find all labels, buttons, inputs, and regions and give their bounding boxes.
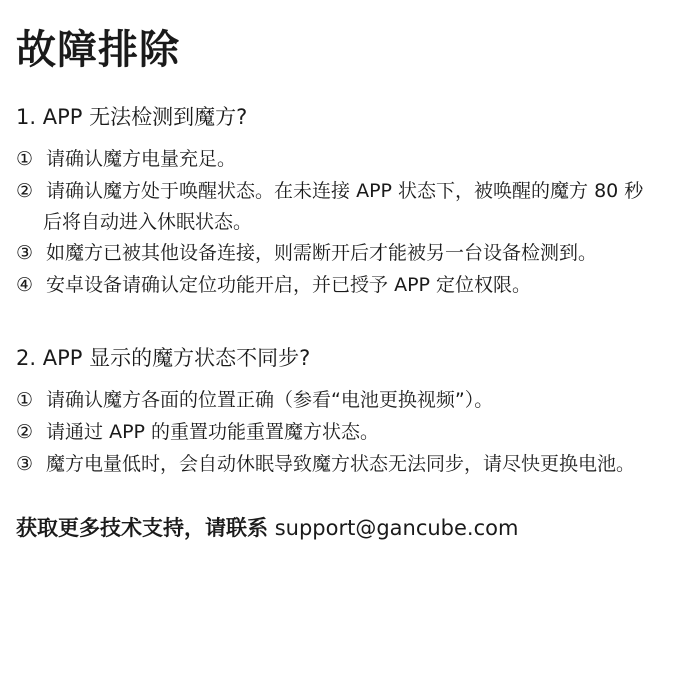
list-item [16,176,692,207]
item-number: ③ [16,242,34,264]
support-email: support@gancube.com [274,516,519,540]
item-text: 安卓设备请确认定位功能开启，并已授予 APP 定位权限。 [46,274,532,296]
item-number: ① [16,389,34,411]
list-item [16,385,692,416]
item-text: 请确认魔方处于唤醒状态。在未连接 APP 状态下，被唤醒的魔方 80 秒 [46,180,644,202]
list-item [16,238,692,269]
list-item-continuation [16,207,692,238]
item-number: ③ [16,453,34,475]
item-text: 魔方电量低时，会自动休眠导致魔方状态无法同步，请尽快更换电池。 [46,453,636,475]
item-number: ② [16,180,34,202]
support-contact [16,513,518,543]
item-text-continuation: 后将自动进入休眠状态。 [43,211,253,233]
item-number: ② [16,421,34,443]
section-heading-app-cannot-detect: 1. APP 无法检测到魔方? [16,105,248,129]
section-heading-state-not-synced: 2. APP 显示的魔方状态不同步? [16,346,311,370]
page-title: 故障排除 [16,27,180,73]
item-number: ① [16,148,34,170]
list-item [16,270,692,301]
item-text: 请通过 APP 的重置功能重置魔方状态。 [46,421,380,443]
item-text: 请确认魔方各面的位置正确（参看“电池更换视频”）。 [46,389,494,411]
support-lead-text: 获取更多技术支持，请联系 [16,516,268,540]
item-text: 如魔方已被其他设备连接，则需断开后才能被另一台设备检测到。 [46,242,598,264]
item-text: 请确认魔方电量充足。 [46,148,237,170]
item-number: ④ [16,274,34,296]
list-item [16,417,692,448]
list-item [16,144,692,175]
list-item [16,449,692,480]
